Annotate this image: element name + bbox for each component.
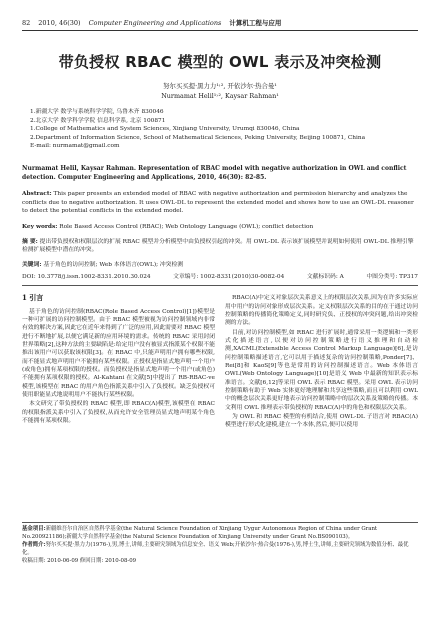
bio-note [22,541,418,557]
english-keywords [22,223,418,231]
cn-abstract-text: 提出带负授权和权限层次的扩展 RBAC 模型并分析模型中由负授权引起的冲突。用 OWL-DL 表示该扩展模型并说明如何使用 OWL-DL 推理引擎检测扩展模型中潜在的冲突。 [22,238,414,254]
email-line: E-mail: nurmamat@gmail.com [30,143,120,150]
chinese-keywords [22,261,418,270]
paragraph: 本文研究了带负授权的 RBAC 模型,即 RBAC(Λ)模型,该模型在 RBAC 的权限指派关系中引入了负授权,从而允许安全管理员显式地声明某个角色不能拥有某项权限。 [22,401,215,424]
english-abstract [22,190,418,215]
affiliation-line: 2.北京大学 数学科学学院 信息科学系, 北京 100871 [30,117,166,124]
left-column [22,294,215,430]
bio-text: 努尔买买提·黑力力(1976-),男,博士,讲师,主要研究领域为信息安全、语义 Web;开依沙尔·热合曼(1976-),男,博士生,讲师,主要研究领域为数值分析、最优化。 [22,542,409,556]
document-code: 文献标识码: A [306,273,344,280]
footnote [22,522,418,565]
right-column [225,294,418,430]
keywords-text: Role Based Access Control (RBAC); Web Ontology Language (OWL); conflict detection [59,224,314,231]
abstract-text: This paper presents an extended model of RBAC with negative authorization and permission hierarchy and analyzes the conflicts due to negative authorization. It uses OWL-DL to represent the extended model and shows how to use an OWL-DL reasoner to detect the potential conflicts in the extended model. [22,191,414,214]
received-date: 收稿日期: 2010-06-09 修回日期: 2010-08-09 [22,558,137,564]
clc-number: 中图分类号: TP317 [366,273,418,280]
keywords-label: Key words: [22,224,58,231]
body-columns [22,294,418,430]
fund-text: 新疆维吾尔自治区自然科学基金(the Natural Science Foundation of Xinjiang Uygur Autonomous Region of China under Grant No.200921186);新疆大学自然科学基金(the Natural Science Foundation of Xinjiang University under Grant No.BS090103)。 [22,526,378,540]
paragraph: RBAC(Λ)中定义对象层次关系意义上的权限层次关系,因为在许多实际应用中用户的访问对象形成层次关系。定义权限层次关系的目的在于通过访问控制策略的传播简化策略定义,同时研究负、正授权的冲突问题,给出冲突检测的方法。 [225,295,418,327]
page-number: 82 [22,19,31,27]
doi: DOI: 10.3778/j.issn.1002-8331.2010.30.024 [22,273,151,280]
paragraph: 为 OWL 和 RBAC 模型的有机结合,使用 OWL-DL 子语言对 RBAC(Λ)模型进行形式化建模,建立一个本体,然后,便可以使用 [225,413,418,429]
cn-keywords-label: 关键词: [22,261,42,268]
chinese-abstract [22,238,418,255]
article-number: 文章编号: 1002-8331(2010)30-0082-04 [173,273,285,280]
issue-info: 2010, 46(30) [38,19,81,27]
journal-name-cn: 计算机工程与应用 [229,19,282,27]
fund-label: 基金项目: [22,526,46,532]
section-heading: 1 引言 [22,293,44,303]
authors-cn: 努尔买买提·黑力力¹˒², 开依沙尔·热合曼¹ [163,82,277,90]
running-header [22,0,418,31]
publication-meta [22,273,418,282]
fund-note [22,525,418,541]
abstract-label: Abstract: [22,191,52,198]
paper-title: 带负授权 RBAC 模型的 OWL 表示及冲突检测 [58,53,382,71]
bio-label: 作者简介: [22,542,46,548]
affiliation-line: 2.Department of Information Science, School of Mathematical Sciences, Peking University, Beijing 100871, China [30,134,366,141]
affiliation-line: 1.新疆大学 数学与系统科学学院, 乌鲁木齐 830046 [30,109,164,115]
authors-en: Nurmamat Helil¹˒², Kaysar Rahman¹ [161,92,279,100]
journal-name-en: Computer Engineering and Applications [88,19,222,27]
divider [22,285,418,286]
paragraph: 基于角色的访问控制(RBAC(Role Based Access Control)[1])模型是一种可扩展的访问控制模型。由于 RBAC 模型被视为访问控制领域内非常有效的解决方案,因此它在近年来得到了广泛的应用,因此需要对 RBAC 模型进行不断地扩展,以便它满足新的应用环境的需求。传统的 RBAC 采用封闭世界策略[2],这种方法的主要缺陷是:给定用户没有被显式指派某个权限不能推出该用户可以获取该权限[3]。在 RBAC 中,只能声明用户拥有哪些权限,而不能显式地声明用户不能拥有某些权限。正授权是指显式地声明一个用户(或角色)拥有某项权限的授权。而负授权是指显式地声明一个用户(或角色)不能拥有某项权限的授权。Al-Kahtani 在文献[5]中提出了 RB-RBAC-ve 模型,该模型在 RBAC 的用户角色指派关系中引入了负授权。缺乏负授权可使用职能显式地说明用户不能执行某些权限。 [22,308,215,398]
affiliation-line: 1.College of Mathematics and System Sciences, Xinjiang University, Urumqi 830046, China [30,126,300,133]
cn-keywords-text: 基于角色的访问控制; Web 本体语言(OWL); 冲突检测 [43,261,184,268]
english-citation: Nurmamat Helil, Kaysar Rahman. Representation of RBAC model with negative authorization in OWL and conflict detection. Computer Engineering and Applications, 2010, 46(30): 82-85. [22,164,407,181]
affiliations [30,108,418,151]
paragraph: 目前,对访问控制模型,如 RBAC 进行扩展时,通常采用一类逻辑和一类形式化描述语言,以便对访问控制策略进行语义推理和自动检测,XACML(Extensible Access Control Markup Language)[6],是访问控制策略描述语言,它可以用于描述复杂的访问控制策略,Ponder[7]、Rei[8]和 KaoS[9]等也是常用的访问控制描述语言。Web 本体语言 OWL(Web Ontology Language)[10]是语义 Web 中最新的知识表示标准语言。文献[6,12]等采用 OWL 表示 RBAC 模型。采用 OWL 表示访问控制策略有助于 Web 实体更好地理解和共享这些策略,而且可以利用 OWL 中的概念层次关系更好地表示访问控制策略中的层次关系及策略的传播。本文利用 OWL 推理表示带负授权的 RBAC(Λ)中的角色和权限层次关系。 [225,329,418,411]
cn-abstract-label: 摘 要: [22,238,38,245]
